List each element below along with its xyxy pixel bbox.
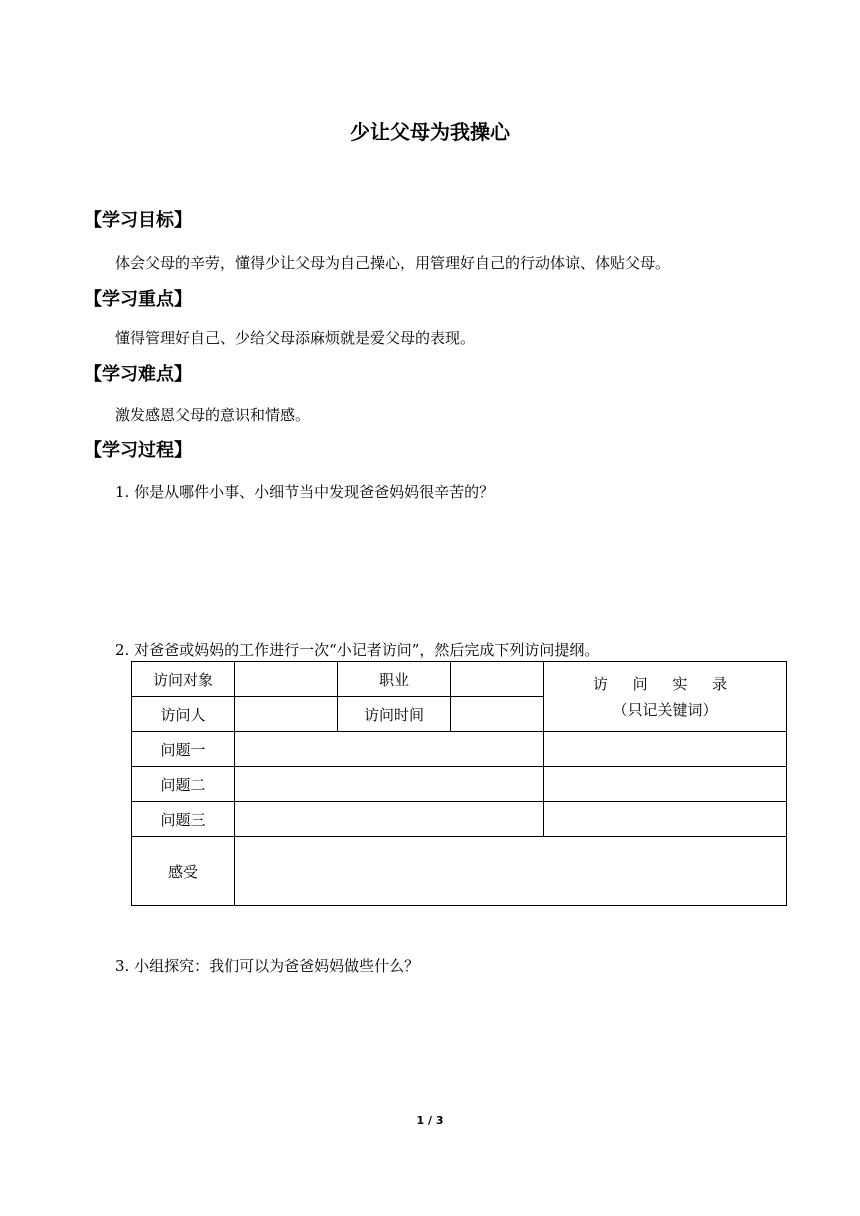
section-heading-difficulty: 【学习难点】: [84, 364, 192, 385]
interviewee-cell[interactable]: [235, 662, 338, 697]
section-heading-goal: 【学习目标】: [84, 210, 192, 231]
table-row: [132, 837, 787, 906]
key-point-text: 懂得管理好自己、少给父母添麻烦就是爱父母的表现。: [115, 329, 476, 347]
question-2-cell[interactable]: [235, 767, 544, 802]
section-heading-process: 【学习过程】: [84, 440, 192, 461]
question-1: 1. 你是从哪件小事、小细节当中发现爸爸妈妈很辛苦的？: [115, 483, 495, 501]
feelings-cell[interactable]: [235, 837, 787, 906]
occupation-label: 职业: [338, 662, 451, 697]
table-row: [132, 662, 787, 697]
interviewer-label: 访问人: [132, 697, 235, 732]
question-3-record-cell[interactable]: [544, 802, 787, 837]
table-row: [132, 767, 787, 802]
record-header: [544, 662, 787, 732]
table-row: [132, 732, 787, 767]
table-row: [132, 802, 787, 837]
record-note: （只记关键词）: [612, 700, 718, 719]
question-3-cell[interactable]: [235, 802, 544, 837]
question-3-label: 问题三: [132, 802, 235, 837]
question-2-record-cell[interactable]: [544, 767, 787, 802]
interviewer-cell[interactable]: [235, 697, 338, 732]
occupation-cell[interactable]: [451, 662, 544, 697]
record-title: 访 问 实 录: [592, 674, 738, 693]
difficulty-text: 激发感恩父母的意识和情感。: [115, 406, 311, 424]
question-2-label: 问题二: [132, 767, 235, 802]
question-1-record-cell[interactable]: [544, 732, 787, 767]
question-1-label: 问题一: [132, 732, 235, 767]
question-2: 2. 对爸爸或妈妈的工作进行一次“小记者访问”，然后完成下列访问提纲。: [115, 641, 600, 659]
question-1-cell[interactable]: [235, 732, 544, 767]
interview-time-cell[interactable]: [451, 697, 544, 732]
interview-table: [131, 661, 787, 906]
interview-time-label: 访问时间: [338, 697, 451, 732]
question-3: 3. 小组探究：我们可以为爸爸妈妈做些什么？: [115, 957, 420, 975]
section-heading-key-point: 【学习重点】: [84, 289, 192, 310]
page-number: 1 / 3: [416, 1114, 444, 1127]
goal-text: 体会父母的辛劳，懂得少让父母为自己操心，用管理好自己的行动体谅、体贴父母。: [115, 254, 671, 272]
feelings-label: 感受: [132, 837, 235, 906]
interviewee-label: 访问对象: [132, 662, 235, 697]
page-title: 少让父母为我操心: [350, 120, 510, 144]
